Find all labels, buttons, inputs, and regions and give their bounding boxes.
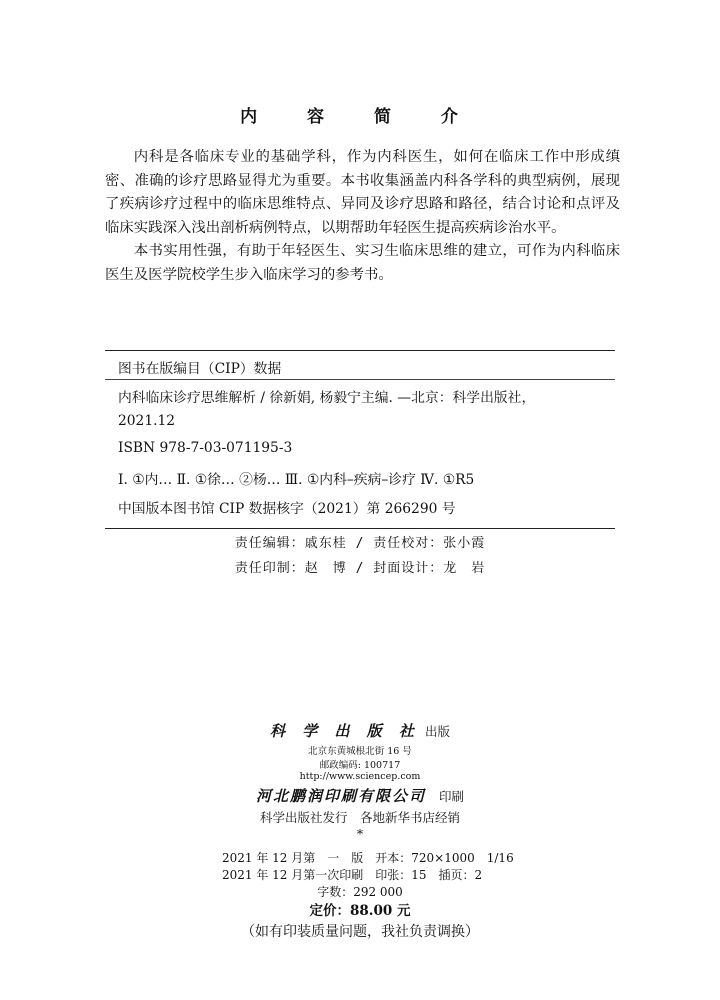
cip-isbn: ISBN 978-7-03-071195-3 [118, 440, 293, 456]
publisher-url: http://www.sciencep.com [299, 771, 421, 782]
cip-bottom-rule [105, 528, 615, 529]
publisher-line [0, 720, 720, 741]
publisher-address: 北京东黄城根北街 16 号 [308, 746, 412, 757]
intro-section [105, 146, 620, 288]
cip-core-number: 中国版本图书馆 CIP 数据核字（2021）第 266290 号 [118, 501, 456, 517]
cip-date-line: 2021.12 [118, 413, 176, 429]
publisher-name: 科 学 出 版 社 [270, 722, 420, 740]
printer-line [0, 785, 720, 806]
staff-editors: 责任编辑：戚东桂 / 责任校对：张小霞 [234, 536, 486, 551]
printer-suffix: 印刷 [439, 789, 465, 804]
intro-paragraph-2: 本书实用性强，有助于年轻医生、实习生临床思维的建立，可作为内科临床医生及医学院校学生步入临床学习的参考书。 [105, 243, 620, 283]
edition-line: 2021 年 12 月第 一 版 开本：720×1000 1/16 [222, 851, 514, 865]
cip-title-line: 内科临床诊疗思维解析 / 徐新娟, 杨毅宁主编. —北京：科学出版社， [118, 390, 536, 406]
publisher-suffix: 出版 [424, 724, 450, 739]
price: 定价：88.00 元 [309, 903, 411, 919]
printing-line: 2021 年 12 月第一次印刷 印张：15 插页：2 [222, 868, 483, 882]
cip-heading: 图书在版编目（CIP）数据 [118, 361, 282, 377]
intro-paragraph-1: 内科是各临床专业的基础学科，作为内科医生，如何在临床工作中形成缜密、准确的诊疗思路显得尤为重要。本书收集涵盖内科各学科的典型病例，展现了疾病诊疗过程中的临床思维特点、异同及诊疗思路和路径，结合讨论和点评及临床实践深入浅出剖析病例特点，以期帮助年轻医生提高疾病诊治水平。 [105, 149, 620, 236]
separator-star: * [356, 826, 364, 841]
quality-notice: （如有印装质量问题，我社负责调换） [241, 924, 479, 940]
cip-classification: Ⅰ. ①内… Ⅱ. ①徐… ②杨… Ⅲ. ①内科–疾病–诊疗 Ⅳ. ①R5 [118, 472, 475, 488]
page-title: 内 容 简 介 [240, 107, 480, 127]
printer-name: 河北鹏润印刷有限公司 [255, 787, 426, 805]
staff-production: 责任印制：赵 博 / 封面设计：龙 岩 [234, 561, 486, 576]
word-count: 字数：292 000 [317, 885, 403, 899]
cip-divider [105, 379, 615, 380]
cip-top-rule [105, 350, 615, 351]
publisher-postcode: 邮政编码: 100717 [319, 760, 401, 771]
distribution-line: 科学出版社发行 各地新华书店经销 [259, 810, 460, 825]
